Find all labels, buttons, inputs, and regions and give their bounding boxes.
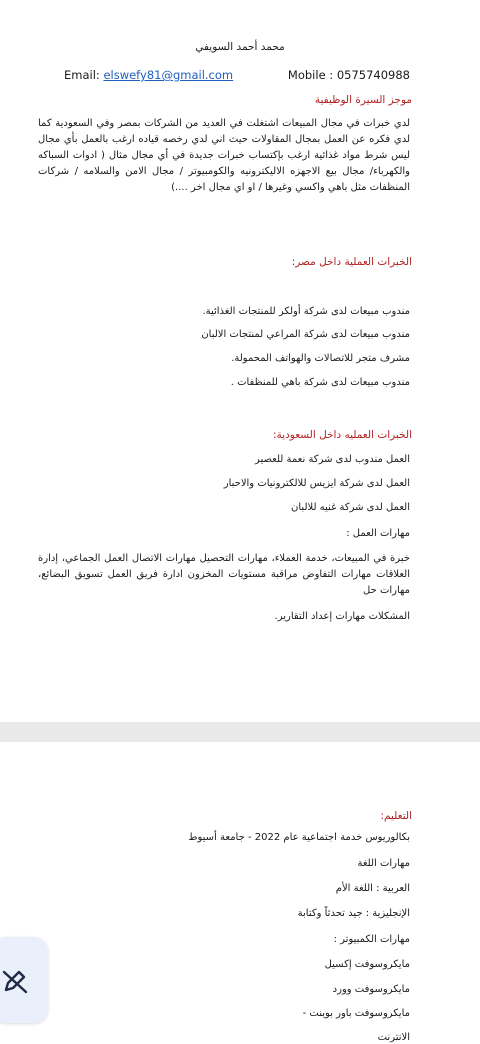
page-separator [0, 722, 480, 742]
computer-skills-heading: مهارات الكمبيوتر : [333, 934, 410, 945]
email-link[interactable]: elswefy81@gmail.com [103, 68, 234, 82]
language-item: الإنجليزية : جيد تحدثاً وكتابة [297, 908, 410, 919]
language-item: العربية : اللغة الأم [335, 883, 410, 894]
egypt-experience-item: مندوب مبيعات لدى شركة باهي للمنظفات . [230, 377, 410, 388]
computer-skill-item: مايكروسوفت وورد [332, 984, 410, 995]
egypt-experience-item: مشرف متجر للاتصالات والهواتف المحمولة. [231, 353, 410, 364]
saudi-experience-item: العمل لدى شركة غنيه للالبان [291, 502, 410, 513]
education-degree: بكالوريوس خدمة اجتماعية عام 2022 - جامعة أسيوط [188, 832, 410, 843]
computer-skill-item: مايكروسوفت باور بوينت - [302, 1008, 410, 1019]
skills-paragraph-end: المشكلات مهارات إعداد التقارير. [274, 611, 410, 622]
computer-skill-item: مايكروسوفت إكسيل [324, 959, 410, 970]
education-heading: التعليم: [380, 810, 412, 822]
egypt-experience-heading: الخبرات العملية داخل مصر: [291, 256, 412, 268]
skills-paragraph: خبرة في المبيعات، خدمة العملاء، مهارات التحصيل مهارات الاتصال العمل الجماعي، إدارة العلاقات مهارات التفاوض مراقبة مستويات المخزون ادارة فريق العمل تسويق البضائع، مهارات حل [38, 553, 410, 596]
saudi-experience-item: العمل لدى شركة ايزيس للالكترونيات والاحبار [223, 478, 410, 489]
summary-paragraph: لدي خبرات في مجال المبيعات اشتغلت في العديد من الشركات بمصر وفي السعودية كما لدي فكره عن العمل بمجال المقاولات حيث اني لدي رخصه قياده ارغب بالعمل بأي مجال ليس شرط مواد غذائية ارغب بإكتساب خبرات جديدة في أي مجال مثال ( ادوات السباكه والكهرباء/ مجال بيع الاجهزه الاليكترونيه والكومبيوتر / مجال الامن والسلامه / شركات المنظفات مثل باهي واكسي وغيرها / او اي مجال اخر ....) [38, 118, 410, 193]
egypt-experience-item: مندوب مبيعات لدى شركة أولكر للمنتجات الغذائية. [202, 306, 410, 317]
email-line [64, 68, 233, 82]
email-label: Email: [64, 68, 100, 82]
saudi-experience-heading: الخبرات العمليه داخل السعودية: [273, 429, 412, 441]
computer-skill-item: الانترنت [377, 1032, 410, 1043]
skills-heading: مهارات العمل : [346, 528, 410, 539]
candidate-name: محمد أحمد السويفي [195, 41, 285, 53]
saudi-experience-item: العمل مندوب لدى شركة نعمة للعصير [254, 454, 410, 465]
summary-heading: موجز السيرة الوظيفية [314, 94, 412, 106]
egypt-experience-item: مندوب مبيعات لدى شركة المراعي لمنتجات الالبان [201, 329, 410, 340]
edit-floating-button[interactable] [0, 937, 48, 1023]
language-skills-heading: مهارات اللغة [357, 858, 410, 869]
mobile-number: Mobile : 0575740988 [287, 68, 410, 82]
pencil-slash-icon [0, 966, 30, 996]
